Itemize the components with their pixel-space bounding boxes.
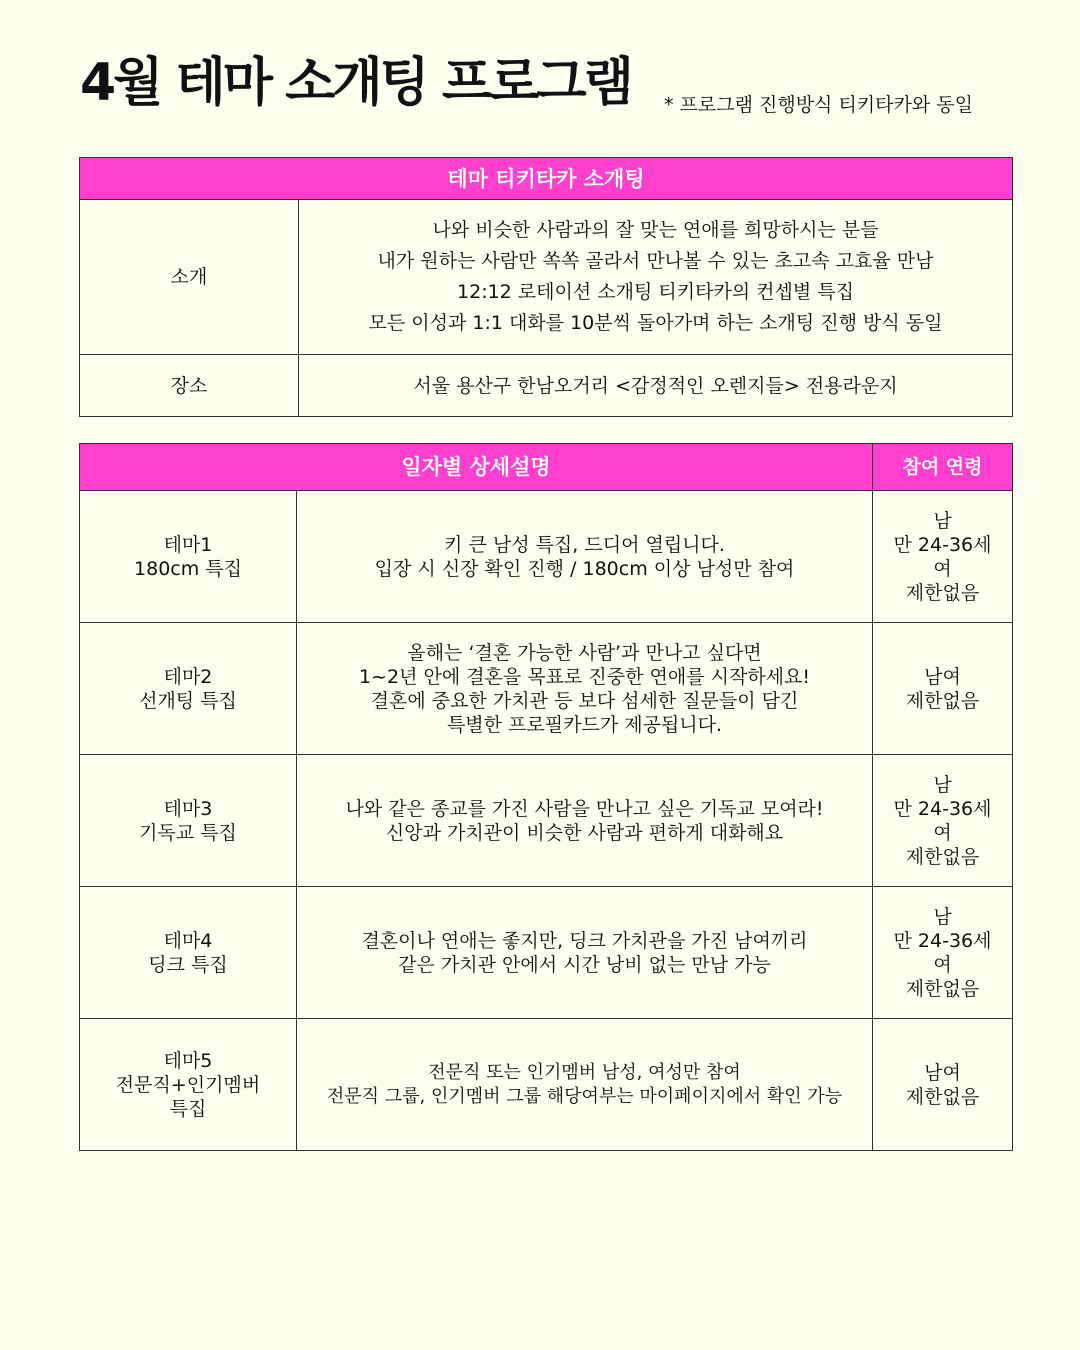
text-line: 나와 같은 종교를 가진 사람을 만나고 싶은 기독교 모여라!: [345, 797, 824, 820]
theme-cell: [80, 755, 297, 887]
theme-line: 테마1: [163, 533, 213, 556]
schedule-row: [80, 623, 1013, 755]
text-line: 12:12 로테이션 소개팅 티키타카의 컨셉별 특집: [457, 281, 854, 303]
text-line: 특별한 프로필카드가 제공됩니다.: [446, 713, 723, 736]
theme-cell: [80, 623, 297, 755]
location-row: [80, 355, 1013, 417]
intro-table-header: 테마 티키타카 소개팅: [80, 158, 1013, 200]
text-line: 같은 가치관 안에서 시간 낭비 없는 만남 가능: [398, 953, 771, 976]
theme-line: 테마3: [163, 797, 213, 820]
text-line: 전문직 또는 인기멤버 남성, 여성만 참여: [428, 1061, 741, 1083]
theme-cell: [80, 1019, 297, 1151]
description-cell: [297, 491, 873, 623]
age-line: 제한없음: [905, 845, 980, 868]
age-line: 여: [933, 821, 952, 844]
schedule-header: 일자별 상세설명: [80, 444, 873, 491]
age-line: 만 24-36세: [893, 797, 992, 820]
text-line: 모든 이성과 1:1 대화를 10분씩 돌아가며 하는 소개팅 진행 방식 동일: [368, 312, 943, 334]
theme-cell: [80, 887, 297, 1019]
age-cell: [873, 623, 1013, 755]
theme-cell: [80, 491, 297, 623]
schedule-table: [79, 443, 1013, 1151]
theme-line: 180cm 특집: [134, 557, 242, 580]
age-cell: [873, 755, 1013, 887]
age-line: 제한없음: [905, 689, 980, 712]
schedule-row: [80, 755, 1013, 887]
schedule-row: [80, 887, 1013, 1019]
theme-line: 선개팅 특집: [139, 689, 237, 712]
text-line: 키 큰 남성 특집, 드디어 열립니다.: [444, 533, 725, 556]
age-line: 제한없음: [905, 1085, 980, 1108]
row-label: 장소: [80, 355, 299, 417]
text-line: 결혼에 중요한 가치관 등 보다 섬세한 질문들이 담긴: [370, 689, 799, 712]
age-cell: [873, 1019, 1013, 1151]
age-line: 여: [933, 953, 952, 976]
description-cell: [297, 1019, 873, 1151]
location-text: 서울 용산구 한남오거리 <감정적인 오렌지들> 전용라운지: [299, 355, 1013, 417]
text-line: 신앙과 가치관이 비슷한 사람과 편하게 대화해요: [385, 821, 784, 844]
theme-line: 특집: [169, 1097, 207, 1120]
age-line: 남여: [924, 665, 961, 688]
text-line: 1~2년 안에 결혼을 목표로 진중한 연애를 시작하세요!: [358, 665, 811, 688]
age-header: 참여 연령: [873, 444, 1013, 491]
age-line: 제한없음: [905, 581, 980, 604]
theme-line: 기독교 특집: [139, 821, 237, 844]
description-cell: [297, 887, 873, 1019]
text-line: 입장 시 신장 확인 진행 / 180cm 이상 남성만 참여: [374, 557, 795, 580]
description-cell: [297, 755, 873, 887]
intro-row: [80, 200, 1013, 355]
age-line: 남: [933, 773, 952, 796]
text-line: 내가 원하는 사람만 쏙쏙 골라서 만나볼 수 있는 초고속 고효율 만남: [377, 250, 934, 272]
theme-line: 전문직+인기멤버: [115, 1073, 261, 1096]
age-line: 남: [933, 509, 952, 532]
theme-line: 테마5: [163, 1049, 213, 1072]
age-line: 제한없음: [905, 977, 980, 1000]
age-line: 여: [933, 557, 952, 580]
theme-line: 테마2: [163, 665, 213, 688]
text-line: 올해는 ‘결혼 가능한 사람’과 만나고 싶다면: [407, 641, 762, 664]
age-line: 남: [933, 905, 952, 928]
row-label: 소개: [80, 200, 299, 355]
age-line: 만 24-36세: [893, 533, 992, 556]
intro-description: [299, 200, 1013, 355]
description-cell: [297, 623, 873, 755]
age-cell: [873, 887, 1013, 1019]
text-line: 나와 비슷한 사람과의 잘 맞는 연애를 희망하시는 분들: [432, 219, 879, 241]
theme-line: 테마4: [163, 929, 213, 952]
program-note: * 프로그램 진행방식 티키타카와 동일: [664, 94, 973, 116]
age-line: 남여: [924, 1061, 961, 1084]
schedule-row: [80, 1019, 1013, 1151]
intro-table: [79, 157, 1013, 417]
age-line: 만 24-36세: [893, 929, 992, 952]
text-line: 전문직 그룹, 인기멤버 그룹 해당여부는 마이페이지에서 확인 가능: [326, 1085, 843, 1107]
text-line: 결혼이나 연애는 좋지만, 딩크 가치관을 가진 남여끼리: [361, 929, 808, 952]
age-cell: [873, 491, 1013, 623]
page-title: 4월 테마 소개팅 프로그램: [80, 53, 631, 113]
theme-line: 딩크 특집: [148, 953, 228, 976]
schedule-row: [80, 491, 1013, 623]
